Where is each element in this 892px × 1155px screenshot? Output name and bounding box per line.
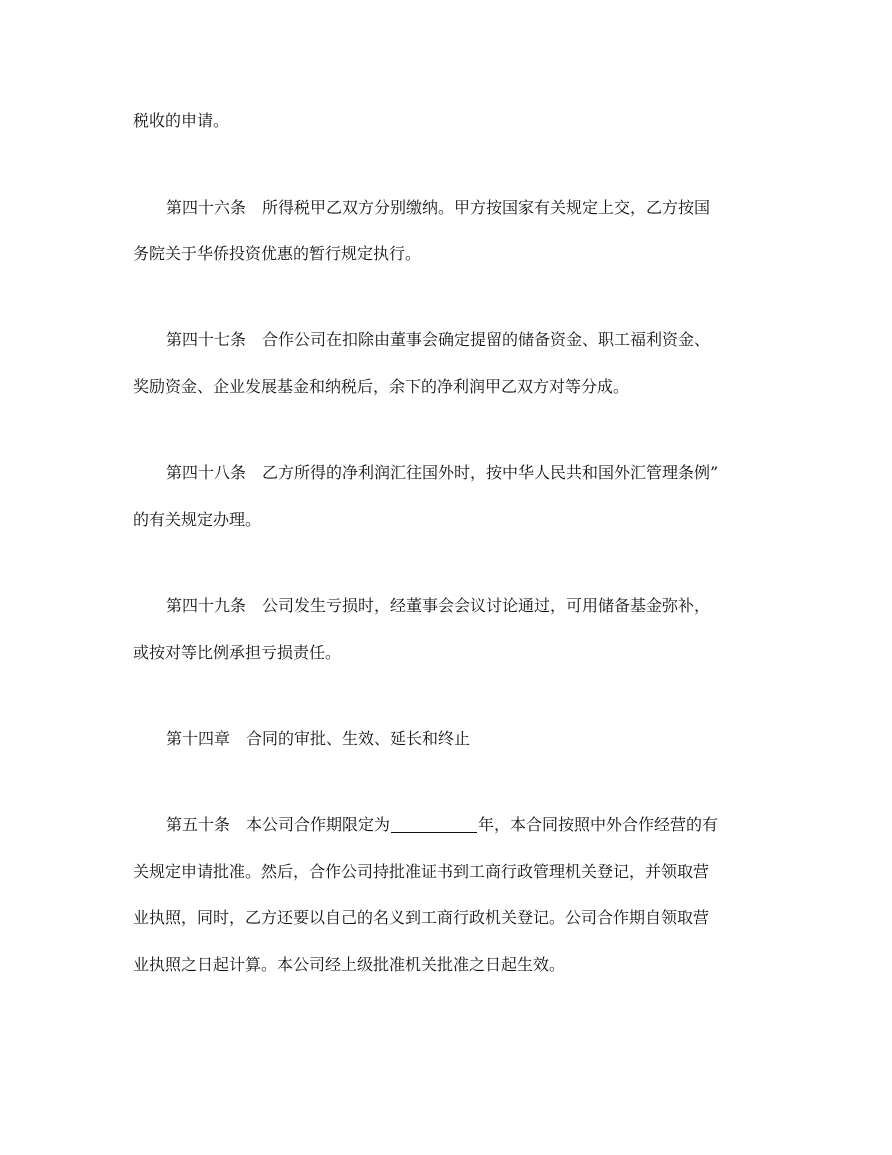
text-line-continuation: 税收的申请。 [133,111,230,130]
article-47-line-2: 奖励资金、企业发展基金和纳税后，余下的净利润甲乙双方对等分成。 [133,377,630,396]
article-50-line-1 [166,815,806,835]
chapter-14-heading: 第十四章 合同的审批、生效、延长和终止 [166,729,471,748]
article-50-text-after-blank: 年，本合同按照中外合作经营的有 [478,815,719,834]
term-blank-field [391,816,477,833]
article-50-line-4: 业执照之日起计算。本公司经上级批准机关批准之日起生效。 [133,955,566,974]
article-46-line-2: 务院关于华侨投资优惠的暂行规定执行。 [133,244,422,263]
article-47-line-1: 第四十七条 合作公司在扣除由董事会确定提留的储备资金、职工福利资金、 [166,330,711,349]
article-48-line-1: 第四十八条 乙方所得的净利润汇往国外时，按中华人民共和国外汇管理条例” [166,463,719,482]
article-49-line-2: 或按对等比例承担亏损责任。 [133,643,342,662]
article-46-line-1: 第四十六条 所得税甲乙双方分别缴纳。甲方按国家有关规定上交，乙方按国 [166,198,711,217]
article-50-text-before-blank: 第五十条 本公司合作期限定为 [166,815,391,834]
article-50-line-3: 业执照，同时，乙方还要以自己的名义到工商行政机关登记。公司合作期自领取营 [133,908,710,927]
article-50-line-2: 关规定申请批准。然后，合作公司持批准证书到工商行政管理机关登记，并领取营 [133,862,710,881]
article-48-line-2: 的有关规定办理。 [133,510,262,529]
article-49-line-1: 第四十九条 公司发生亏损时，经董事会会议讨论通过，可用储备基金弥补， [166,596,711,615]
